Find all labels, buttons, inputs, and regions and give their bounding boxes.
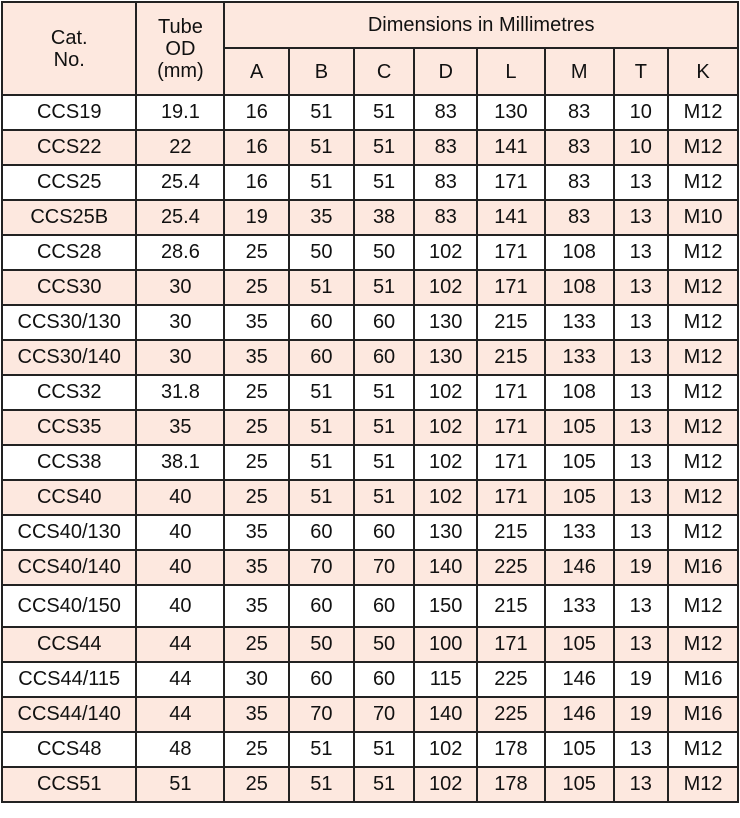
cell-m: 146 xyxy=(545,550,614,585)
table-row xyxy=(2,585,738,627)
cell-tube-od: 44 xyxy=(136,627,224,662)
table-row xyxy=(2,550,738,585)
cell-k: M12 xyxy=(668,732,738,767)
cell-d: 102 xyxy=(414,767,477,802)
cell-a: 25 xyxy=(224,375,289,410)
cell-b: 50 xyxy=(289,235,354,270)
cell-b: 51 xyxy=(289,375,354,410)
cell-t: 13 xyxy=(614,410,669,445)
cell-t: 13 xyxy=(614,305,669,340)
cell-a: 25 xyxy=(224,627,289,662)
cell-d: 102 xyxy=(414,375,477,410)
cell-t: 19 xyxy=(614,697,669,732)
table-row xyxy=(2,480,738,515)
cell-cat-no: CCS22 xyxy=(2,130,136,165)
cell-k: M12 xyxy=(668,165,738,200)
table-row xyxy=(2,445,738,480)
cell-cat-no: CCS51 xyxy=(2,767,136,802)
cell-l: 178 xyxy=(477,767,545,802)
cell-t: 13 xyxy=(614,270,669,305)
cell-t: 13 xyxy=(614,165,669,200)
cell-l: 215 xyxy=(477,515,545,550)
cell-k: M12 xyxy=(668,95,738,130)
cell-t: 13 xyxy=(614,340,669,375)
cell-tube-od: 44 xyxy=(136,697,224,732)
table-body xyxy=(2,95,738,802)
cell-c: 60 xyxy=(354,340,415,375)
cell-a: 35 xyxy=(224,550,289,585)
cell-b: 70 xyxy=(289,697,354,732)
table-row xyxy=(2,515,738,550)
cell-d: 102 xyxy=(414,445,477,480)
cell-l: 171 xyxy=(477,165,545,200)
cell-tube-od: 30 xyxy=(136,270,224,305)
cell-cat-no: CCS30 xyxy=(2,270,136,305)
cell-k: M12 xyxy=(668,340,738,375)
cell-l: 225 xyxy=(477,550,545,585)
table-row xyxy=(2,235,738,270)
cell-c: 51 xyxy=(354,732,415,767)
cell-t: 19 xyxy=(614,550,669,585)
header-dimensions-title: Dimensions in Millimetres xyxy=(224,2,738,48)
header-cat-no-line2: No. xyxy=(53,48,85,71)
cell-m: 83 xyxy=(545,200,614,235)
cell-cat-no: CCS35 xyxy=(2,410,136,445)
cell-k: M12 xyxy=(668,585,738,627)
cell-b: 51 xyxy=(289,445,354,480)
cell-l: 171 xyxy=(477,270,545,305)
cell-t: 13 xyxy=(614,375,669,410)
cell-tube-od: 25.4 xyxy=(136,165,224,200)
cell-d: 102 xyxy=(414,270,477,305)
cell-c: 51 xyxy=(354,480,415,515)
cell-b: 70 xyxy=(289,550,354,585)
cell-k: M12 xyxy=(668,235,738,270)
cell-m: 108 xyxy=(545,235,614,270)
table-row xyxy=(2,767,738,802)
header-dim-k: K xyxy=(668,48,738,95)
cell-cat-no: CCS44/115 xyxy=(2,662,136,697)
cell-d: 83 xyxy=(414,165,477,200)
cell-t: 19 xyxy=(614,662,669,697)
cell-m: 105 xyxy=(545,767,614,802)
cell-tube-od: 40 xyxy=(136,515,224,550)
cell-c: 51 xyxy=(354,165,415,200)
table-row xyxy=(2,627,738,662)
table-header xyxy=(2,2,738,95)
cell-tube-od: 40 xyxy=(136,480,224,515)
cell-a: 16 xyxy=(224,130,289,165)
cell-b: 60 xyxy=(289,585,354,627)
cell-a: 16 xyxy=(224,165,289,200)
cell-m: 83 xyxy=(545,165,614,200)
cell-cat-no: CCS32 xyxy=(2,375,136,410)
cell-tube-od: 28.6 xyxy=(136,235,224,270)
cell-m: 146 xyxy=(545,697,614,732)
cell-k: M10 xyxy=(668,200,738,235)
cell-k: M12 xyxy=(668,375,738,410)
cell-c: 38 xyxy=(354,200,415,235)
cell-k: M16 xyxy=(668,662,738,697)
cell-cat-no: CCS38 xyxy=(2,445,136,480)
cell-k: M12 xyxy=(668,305,738,340)
cell-d: 140 xyxy=(414,550,477,585)
cell-l: 171 xyxy=(477,410,545,445)
cell-tube-od: 44 xyxy=(136,662,224,697)
cell-cat-no: CCS30/140 xyxy=(2,340,136,375)
cell-cat-no: CCS48 xyxy=(2,732,136,767)
cell-d: 100 xyxy=(414,627,477,662)
cell-l: 215 xyxy=(477,305,545,340)
cell-b: 51 xyxy=(289,480,354,515)
cell-a: 25 xyxy=(224,732,289,767)
cell-d: 140 xyxy=(414,697,477,732)
header-tube-od-line1: Tube xyxy=(157,15,203,38)
header-dim-t: T xyxy=(614,48,669,95)
cell-cat-no: CCS30/130 xyxy=(2,305,136,340)
cell-t: 13 xyxy=(614,445,669,480)
cell-cat-no: CCS25 xyxy=(2,165,136,200)
cell-d: 102 xyxy=(414,732,477,767)
cell-b: 51 xyxy=(289,410,354,445)
cell-k: M12 xyxy=(668,515,738,550)
cell-tube-od: 19.1 xyxy=(136,95,224,130)
cell-a: 35 xyxy=(224,305,289,340)
table-row xyxy=(2,340,738,375)
header-cat-no xyxy=(2,2,136,95)
header-dim-c: C xyxy=(354,48,415,95)
cell-a: 19 xyxy=(224,200,289,235)
cell-t: 10 xyxy=(614,130,669,165)
header-dim-m: M xyxy=(545,48,614,95)
cell-c: 51 xyxy=(354,95,415,130)
cell-b: 50 xyxy=(289,627,354,662)
cell-cat-no: CCS40/150 xyxy=(2,585,136,627)
cell-t: 13 xyxy=(614,200,669,235)
cell-b: 60 xyxy=(289,515,354,550)
cell-b: 51 xyxy=(289,767,354,802)
cell-c: 51 xyxy=(354,375,415,410)
cell-cat-no: CCS25B xyxy=(2,200,136,235)
cell-c: 70 xyxy=(354,550,415,585)
cell-tube-od: 22 xyxy=(136,130,224,165)
cell-m: 133 xyxy=(545,305,614,340)
cell-l: 171 xyxy=(477,480,545,515)
cell-c: 51 xyxy=(354,270,415,305)
cell-d: 102 xyxy=(414,480,477,515)
cell-b: 60 xyxy=(289,305,354,340)
cell-c: 60 xyxy=(354,305,415,340)
header-tube-od-line2: OD xyxy=(165,37,196,60)
cell-k: M12 xyxy=(668,767,738,802)
cell-tube-od: 51 xyxy=(136,767,224,802)
cell-d: 115 xyxy=(414,662,477,697)
cell-c: 60 xyxy=(354,585,415,627)
cell-l: 215 xyxy=(477,340,545,375)
cell-m: 133 xyxy=(545,585,614,627)
cell-d: 102 xyxy=(414,410,477,445)
header-tube-od xyxy=(136,2,224,95)
table-row xyxy=(2,375,738,410)
cell-t: 13 xyxy=(614,480,669,515)
cell-a: 25 xyxy=(224,767,289,802)
table-row xyxy=(2,95,738,130)
cell-t: 13 xyxy=(614,627,669,662)
cell-cat-no: CCS40 xyxy=(2,480,136,515)
cell-c: 60 xyxy=(354,515,415,550)
header-cat-no-line1: Cat. xyxy=(50,26,88,49)
cell-l: 178 xyxy=(477,732,545,767)
dimensions-table xyxy=(1,1,739,803)
cell-m: 105 xyxy=(545,732,614,767)
cell-tube-od: 31.8 xyxy=(136,375,224,410)
cell-a: 25 xyxy=(224,235,289,270)
cell-l: 171 xyxy=(477,445,545,480)
cell-cat-no: CCS40/130 xyxy=(2,515,136,550)
cell-b: 51 xyxy=(289,130,354,165)
header-dim-b: B xyxy=(289,48,354,95)
table-row xyxy=(2,305,738,340)
table-row xyxy=(2,697,738,732)
cell-m: 108 xyxy=(545,375,614,410)
cell-k: M12 xyxy=(668,270,738,305)
cell-tube-od: 25.4 xyxy=(136,200,224,235)
cell-d: 130 xyxy=(414,515,477,550)
cell-a: 35 xyxy=(224,340,289,375)
cell-a: 25 xyxy=(224,410,289,445)
cell-cat-no: CCS44 xyxy=(2,627,136,662)
cell-m: 108 xyxy=(545,270,614,305)
cell-c: 60 xyxy=(354,662,415,697)
cell-cat-no: CCS40/140 xyxy=(2,550,136,585)
cell-k: M12 xyxy=(668,410,738,445)
cell-t: 13 xyxy=(614,585,669,627)
cell-k: M12 xyxy=(668,480,738,515)
cell-b: 51 xyxy=(289,732,354,767)
cell-m: 105 xyxy=(545,480,614,515)
cell-a: 35 xyxy=(224,585,289,627)
cell-d: 83 xyxy=(414,130,477,165)
cell-a: 16 xyxy=(224,95,289,130)
cell-t: 13 xyxy=(614,767,669,802)
cell-d: 130 xyxy=(414,340,477,375)
cell-l: 171 xyxy=(477,235,545,270)
cell-tube-od: 48 xyxy=(136,732,224,767)
cell-cat-no: CCS28 xyxy=(2,235,136,270)
table-row xyxy=(2,410,738,445)
cell-tube-od: 40 xyxy=(136,585,224,627)
cell-c: 51 xyxy=(354,130,415,165)
cell-a: 35 xyxy=(224,697,289,732)
header-dim-d: D xyxy=(414,48,477,95)
cell-m: 133 xyxy=(545,340,614,375)
table-row xyxy=(2,662,738,697)
cell-a: 25 xyxy=(224,270,289,305)
cell-l: 171 xyxy=(477,375,545,410)
cell-c: 51 xyxy=(354,410,415,445)
cell-b: 51 xyxy=(289,165,354,200)
cell-k: M16 xyxy=(668,550,738,585)
table-row xyxy=(2,200,738,235)
header-dim-a: A xyxy=(224,48,289,95)
cell-l: 141 xyxy=(477,130,545,165)
cell-k: M12 xyxy=(668,627,738,662)
cell-m: 133 xyxy=(545,515,614,550)
cell-c: 51 xyxy=(354,767,415,802)
cell-a: 25 xyxy=(224,480,289,515)
cell-d: 83 xyxy=(414,200,477,235)
cell-d: 150 xyxy=(414,585,477,627)
cell-tube-od: 30 xyxy=(136,305,224,340)
cell-a: 35 xyxy=(224,515,289,550)
cell-d: 83 xyxy=(414,95,477,130)
cell-m: 83 xyxy=(545,95,614,130)
cell-d: 130 xyxy=(414,305,477,340)
cell-l: 215 xyxy=(477,585,545,627)
cell-l: 141 xyxy=(477,200,545,235)
cell-t: 13 xyxy=(614,732,669,767)
table-row xyxy=(2,130,738,165)
cell-cat-no: CCS19 xyxy=(2,95,136,130)
cell-k: M12 xyxy=(668,130,738,165)
header-tube-od-line3: (mm) xyxy=(157,59,204,82)
cell-b: 51 xyxy=(289,95,354,130)
cell-l: 130 xyxy=(477,95,545,130)
cell-t: 10 xyxy=(614,95,669,130)
cell-tube-od: 38.1 xyxy=(136,445,224,480)
table-row xyxy=(2,732,738,767)
cell-tube-od: 40 xyxy=(136,550,224,585)
cell-m: 105 xyxy=(545,445,614,480)
cell-c: 50 xyxy=(354,235,415,270)
cell-m: 146 xyxy=(545,662,614,697)
cell-tube-od: 35 xyxy=(136,410,224,445)
cell-l: 225 xyxy=(477,697,545,732)
cell-a: 30 xyxy=(224,662,289,697)
header-dim-l: L xyxy=(477,48,545,95)
cell-k: M12 xyxy=(668,445,738,480)
cell-c: 70 xyxy=(354,697,415,732)
cell-a: 25 xyxy=(224,445,289,480)
cell-l: 171 xyxy=(477,627,545,662)
cell-c: 50 xyxy=(354,627,415,662)
cell-cat-no: CCS44/140 xyxy=(2,697,136,732)
cell-k: M16 xyxy=(668,697,738,732)
table-row xyxy=(2,165,738,200)
cell-m: 83 xyxy=(545,130,614,165)
cell-b: 51 xyxy=(289,270,354,305)
cell-b: 35 xyxy=(289,200,354,235)
cell-t: 13 xyxy=(614,515,669,550)
cell-b: 60 xyxy=(289,662,354,697)
cell-tube-od: 30 xyxy=(136,340,224,375)
cell-m: 105 xyxy=(545,627,614,662)
cell-m: 105 xyxy=(545,410,614,445)
cell-c: 51 xyxy=(354,445,415,480)
table-row xyxy=(2,270,738,305)
cell-d: 102 xyxy=(414,235,477,270)
cell-b: 60 xyxy=(289,340,354,375)
cell-l: 225 xyxy=(477,662,545,697)
cell-t: 13 xyxy=(614,235,669,270)
